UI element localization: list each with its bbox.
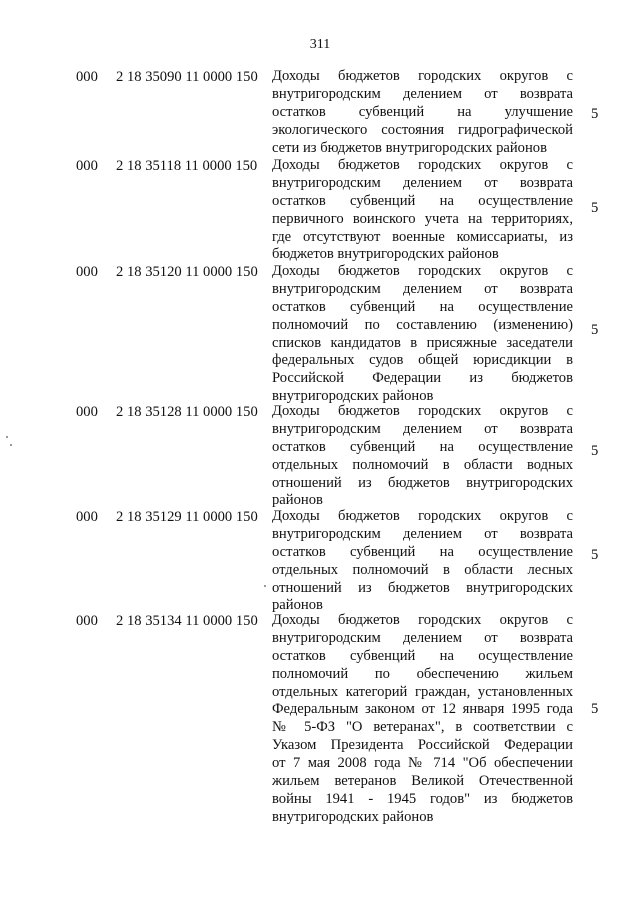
description-line: списков кандидатов в присяжные заседатели — [272, 334, 573, 351]
description-line: внутригородским делением от возврата — [272, 85, 573, 102]
description-line: от 7 мая 2008 года № 714 "Об обеспечении — [272, 755, 573, 772]
description-line: внутригородским делением от возврата — [272, 280, 573, 297]
description-line: Доходы бюджетов городских округов с — [272, 612, 573, 628]
description-line: войны 1941 - 1945 годов" из бюджетов — [272, 790, 573, 807]
income-description — [272, 68, 573, 157]
description-line: остатков субвенций на осуществление — [272, 543, 573, 560]
amount-value: 5 — [591, 200, 599, 216]
admin-code: 000 — [76, 264, 98, 280]
income-description — [272, 612, 573, 827]
amount-value: 5 — [591, 322, 599, 338]
description-line: внутригородским делением от возврата — [272, 525, 573, 542]
income-description — [272, 508, 573, 615]
budget-classification-code: 2 18 35128 11 0000 150 — [116, 404, 258, 420]
description-line: отдельных полномочий в области водных — [272, 456, 573, 473]
description-line: экологического состояния гидрографической — [272, 121, 573, 138]
description-line: внутригородских районов — [272, 388, 434, 405]
description-line: Указом Президента Российской Федерации — [272, 737, 573, 754]
scan-speck — [6, 436, 8, 438]
amount-value: 5 — [591, 443, 599, 459]
income-description — [272, 263, 573, 406]
description-line: остатков субвенций на осуществление — [272, 298, 573, 315]
budget-classification-code: 2 18 35129 11 0000 150 — [116, 509, 258, 525]
description-line: внутригородских районов — [272, 808, 434, 825]
description-line: полномочий по составлению (изменению) — [272, 316, 573, 333]
admin-code: 000 — [76, 404, 98, 420]
description-line: внутригородским делением от возврата — [272, 629, 573, 646]
description-line: Федеральным законом от 12 января 1995 года — [272, 701, 573, 718]
scan-speck — [264, 585, 266, 587]
budget-classification-code: 2 18 35120 11 0000 150 — [116, 264, 258, 280]
description-line: отдельных категорий граждан, установленных — [272, 683, 573, 700]
description-line: сети из бюджетов внутригородских районов — [272, 139, 547, 156]
description-line: отдельных полномочий в области лесных — [272, 561, 573, 578]
income-description — [272, 157, 573, 264]
description-line: Доходы бюджетов городских округов с — [272, 157, 573, 173]
description-line: районов — [272, 492, 323, 509]
description-line: Российской Федерации из бюджетов — [272, 370, 573, 387]
description-line: районов — [272, 597, 323, 614]
description-line: внутригородским делением от возврата — [272, 174, 573, 191]
page-number: 311 — [309, 37, 331, 52]
description-line: остатков субвенций на осуществление — [272, 438, 573, 455]
description-line: первичного воинского учета на территориях, — [272, 210, 573, 227]
income-description — [272, 403, 573, 510]
description-line: Доходы бюджетов городских округов с — [272, 508, 573, 524]
description-line: остатков субвенций на осуществление — [272, 647, 573, 664]
description-line: остатков субвенций на осуществление — [272, 192, 573, 209]
admin-code: 000 — [76, 158, 98, 174]
budget-classification-code: 2 18 35134 11 0000 150 — [116, 613, 258, 629]
description-line: где отсутствуют военные комиссариаты, из — [272, 228, 573, 245]
admin-code: 000 — [76, 69, 98, 85]
description-line: бюджетов внутригородских районов — [272, 246, 499, 263]
description-line: жильем ветеранов Великой Отечественной — [272, 773, 573, 790]
description-line: Доходы бюджетов городских округов с — [272, 403, 573, 419]
amount-value: 5 — [591, 547, 599, 563]
description-line: федеральных судов общей юрисдикции в — [272, 352, 573, 369]
amount-value: 5 — [591, 701, 599, 717]
budget-classification-code: 2 18 35118 11 0000 150 — [116, 158, 258, 174]
amount-value: 5 — [591, 106, 599, 122]
budget-classification-code: 2 18 35090 11 0000 150 — [116, 69, 258, 85]
description-line: отношений из бюджетов внутригородских — [272, 474, 573, 491]
admin-code: 000 — [76, 509, 98, 525]
description-line: внутригородским делением от возврата — [272, 420, 573, 437]
admin-code: 000 — [76, 613, 98, 629]
description-line: Доходы бюджетов городских округов с — [272, 263, 573, 279]
description-line: остатков субвенций на улучшение — [272, 103, 573, 120]
description-line: № 5-ФЗ "О ветеранах", в соответствии с — [272, 719, 573, 736]
description-line: Доходы бюджетов городских округов с — [272, 68, 573, 84]
description-line: отношений из бюджетов внутригородских — [272, 579, 573, 596]
scan-speck — [10, 444, 12, 446]
description-line: полномочий по обеспечению жильем — [272, 665, 573, 682]
